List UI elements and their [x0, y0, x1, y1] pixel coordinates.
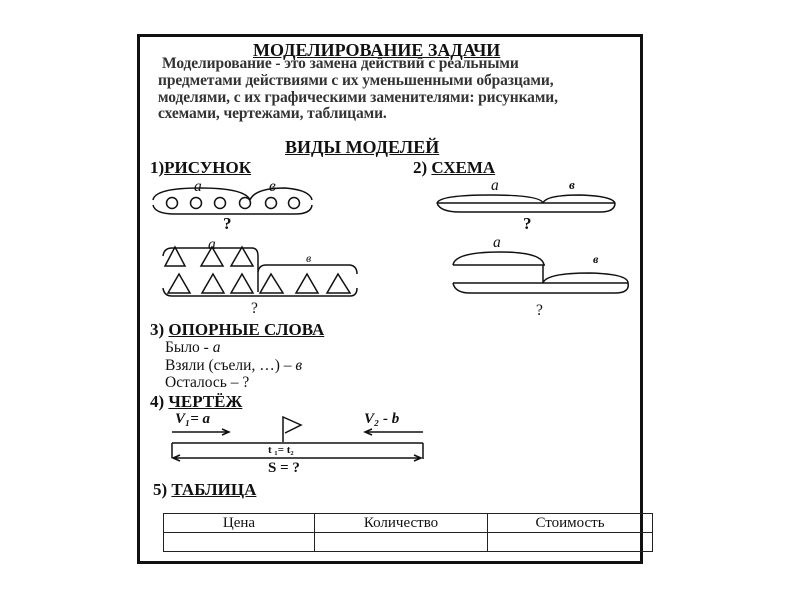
keyword-line: Осталось – ?	[165, 374, 250, 391]
flag-icon	[283, 417, 301, 442]
section-5-heading	[153, 480, 256, 500]
section-number: 3)	[150, 320, 165, 339]
section-label: ЧЕРТЁЖ	[168, 392, 243, 411]
picture-circles-diagram	[153, 188, 312, 214]
label-b: в	[306, 251, 312, 265]
definition-line: моделями, с их графическими заменителями: рисунками,	[158, 89, 558, 106]
definition-line: Моделирование - это замена действий с реальными	[162, 55, 519, 72]
picture-triangles-diagram	[163, 247, 357, 296]
section-label: ТАБЛИЦА	[171, 480, 257, 499]
price-table	[163, 513, 653, 552]
velocity-1: V₁= a	[175, 411, 211, 427]
definition-line: предметами действиями с их уменьшенными образцами,	[158, 72, 554, 89]
table-header: Стоимость	[488, 514, 653, 533]
label-a: а	[194, 178, 202, 195]
label-a: а	[208, 236, 216, 253]
definition-line: схемами, чертежами, таблицами.	[158, 105, 387, 122]
time-equality: t ₁= t₂	[268, 444, 294, 456]
section-3-heading	[150, 320, 324, 340]
section-number: 5)	[153, 480, 168, 499]
table-header: Количество	[315, 514, 488, 533]
table-header-row	[164, 514, 653, 533]
table-cell	[315, 533, 488, 552]
scheme-1-diagram	[437, 195, 615, 212]
models-heading: ВИДЫ МОДЕЛЕЙ	[285, 137, 440, 157]
keyword-line	[165, 339, 220, 357]
doc-title: МОДЕЛИРОВАНИЕ ЗАДАЧИ	[253, 40, 501, 60]
label-a: а	[491, 177, 499, 194]
arrow-right-icon	[172, 429, 229, 435]
label-b: в	[593, 252, 599, 266]
scheme-2-diagram	[453, 252, 628, 293]
keyword-text: Взяли (съели, …) –	[165, 357, 296, 374]
section-number: 4)	[150, 392, 165, 411]
distance-question: S = ?	[268, 460, 300, 476]
section-label: РИСУНОК	[164, 158, 252, 177]
question-mark: ?	[523, 214, 532, 233]
label-a: а	[493, 234, 501, 251]
velocity-2: V₂ - b	[364, 411, 400, 427]
section-label: СХЕМА	[431, 158, 496, 177]
keyword-var: в	[295, 357, 303, 374]
section-number: 1)	[150, 158, 165, 177]
label-b: в	[269, 178, 276, 195]
question-mark: ?	[251, 300, 258, 317]
table-cell	[488, 533, 653, 552]
section-label: ОПОРНЫЕ СЛОВА	[168, 320, 325, 339]
keyword-line	[165, 357, 302, 375]
table-header: Цена	[164, 514, 315, 533]
table-cell	[164, 533, 315, 552]
table-row	[164, 533, 653, 552]
keyword-var: а	[212, 339, 221, 356]
label-b: в	[569, 177, 575, 192]
keyword-text: Было -	[165, 339, 213, 356]
question-mark: ?	[536, 302, 543, 319]
arrow-left-icon	[365, 429, 423, 435]
section-4-heading	[150, 392, 242, 412]
question-mark: ?	[223, 214, 232, 233]
section-number: 2)	[413, 158, 428, 177]
